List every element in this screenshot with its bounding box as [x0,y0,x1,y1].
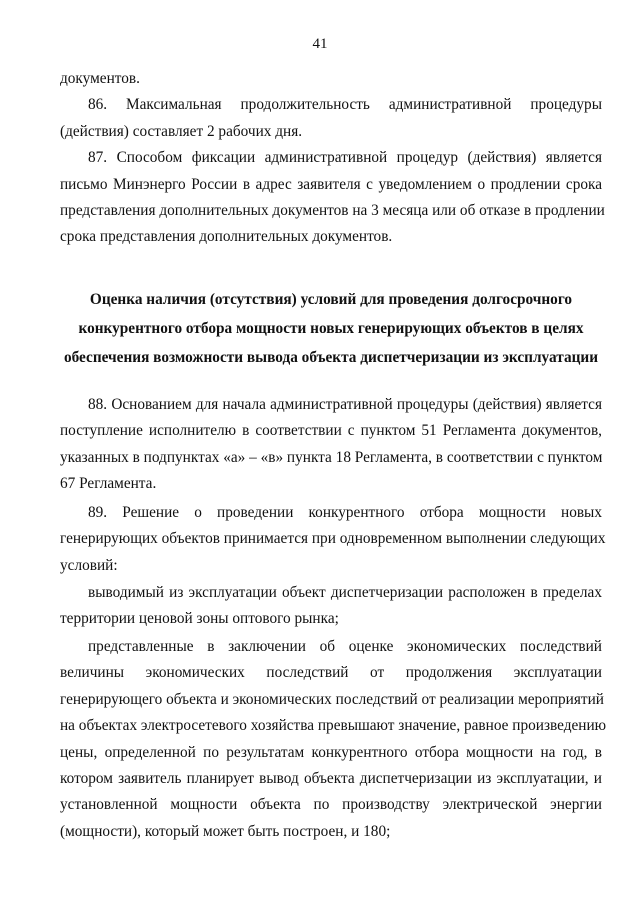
paragraph-line: величины экономических последствий от продолжения эксплуатации [60,664,602,682]
condition-price-zone [60,580,602,633]
paragraph-line: выводимый из эксплуатации объект диспетчеризации расположен в пределах [88,584,602,601]
page-number: 41 [312,36,328,52]
top-section [60,66,605,251]
paragraph-line: письмо Минэнерго России в адрес заявителя с уведомлением о продлении срока [60,175,602,193]
section-heading [60,285,602,372]
paragraph-line: срока представления дополнительных документов. [60,228,393,246]
paragraph-line: на объектах электросетевого хозяйства превышают значение, равное произведению [60,717,607,735]
paragraph-line: генерирующих объектов принимается при одновременном выполнении следующих [60,530,606,548]
paragraph-line: установленной мощности объекта по производству электрической энергии [60,796,602,814]
paragraph-line: условий: [60,556,118,574]
heading-line: конкурентного отбора мощности новых генерирующих объектов в целях [78,320,584,337]
paragraph-line: представления дополнительных документов на 3 месяца или об отказе в продлении [60,201,605,219]
paragraph-line: указанных в подпунктах «а» – «в» пункта 18 Регламента, в соответствии с пунктом [60,448,603,466]
paragraph-line: 87. Способом фиксации административной процедур (действия) является [88,149,602,167]
condition-economic-consequences [60,634,607,845]
paragraph-line: (мощности), который может быть построен, и 180; [60,822,391,840]
paragraph-line: генерирующего объекта и экономических последствий от реализации мероприятий [60,690,604,708]
heading-line: Оценка наличия (отсутствия) условий для проведения долгосрочного [89,291,573,308]
paragraph-line: 67 Регламента. [60,475,157,493]
paragraph-87 [60,145,605,251]
paragraph-line: 86. Максимальная продолжительность административной процедуры [88,96,602,114]
paragraph-line: представленные в заключении об оценке экономических последствий [88,638,602,655]
paragraph-86 [60,92,602,145]
heading-line: обеспечения возможности вывода объекта диспетчеризации из эксплуатации [63,349,599,366]
paragraph-line: цены, определенной по результатам конкурентного отбора мощности на год, в [60,743,602,761]
paragraph-line: территории ценовой зоны оптового рынка; [60,610,339,628]
paragraph-line: документов. [60,70,140,87]
paragraph-line: поступление исполнителю в соответствии с пунктом 51 Регламента документов, [60,422,602,440]
paragraph-88 [60,392,602,498]
paragraph-line: котором заявитель планирует вывод объекта диспетчеризации из эксплуатации, и [60,769,602,787]
paragraph-line: 88. Основанием для начала административной процедуры (действия) является [88,396,602,413]
paragraph-line: (действия) составляет 2 рабочих дня. [60,122,303,140]
paragraph-89 [60,500,606,579]
paragraph-line: 89. Решение о проведении конкурентного отбора мощности новых [88,504,602,521]
paragraph-continuation [60,66,602,92]
